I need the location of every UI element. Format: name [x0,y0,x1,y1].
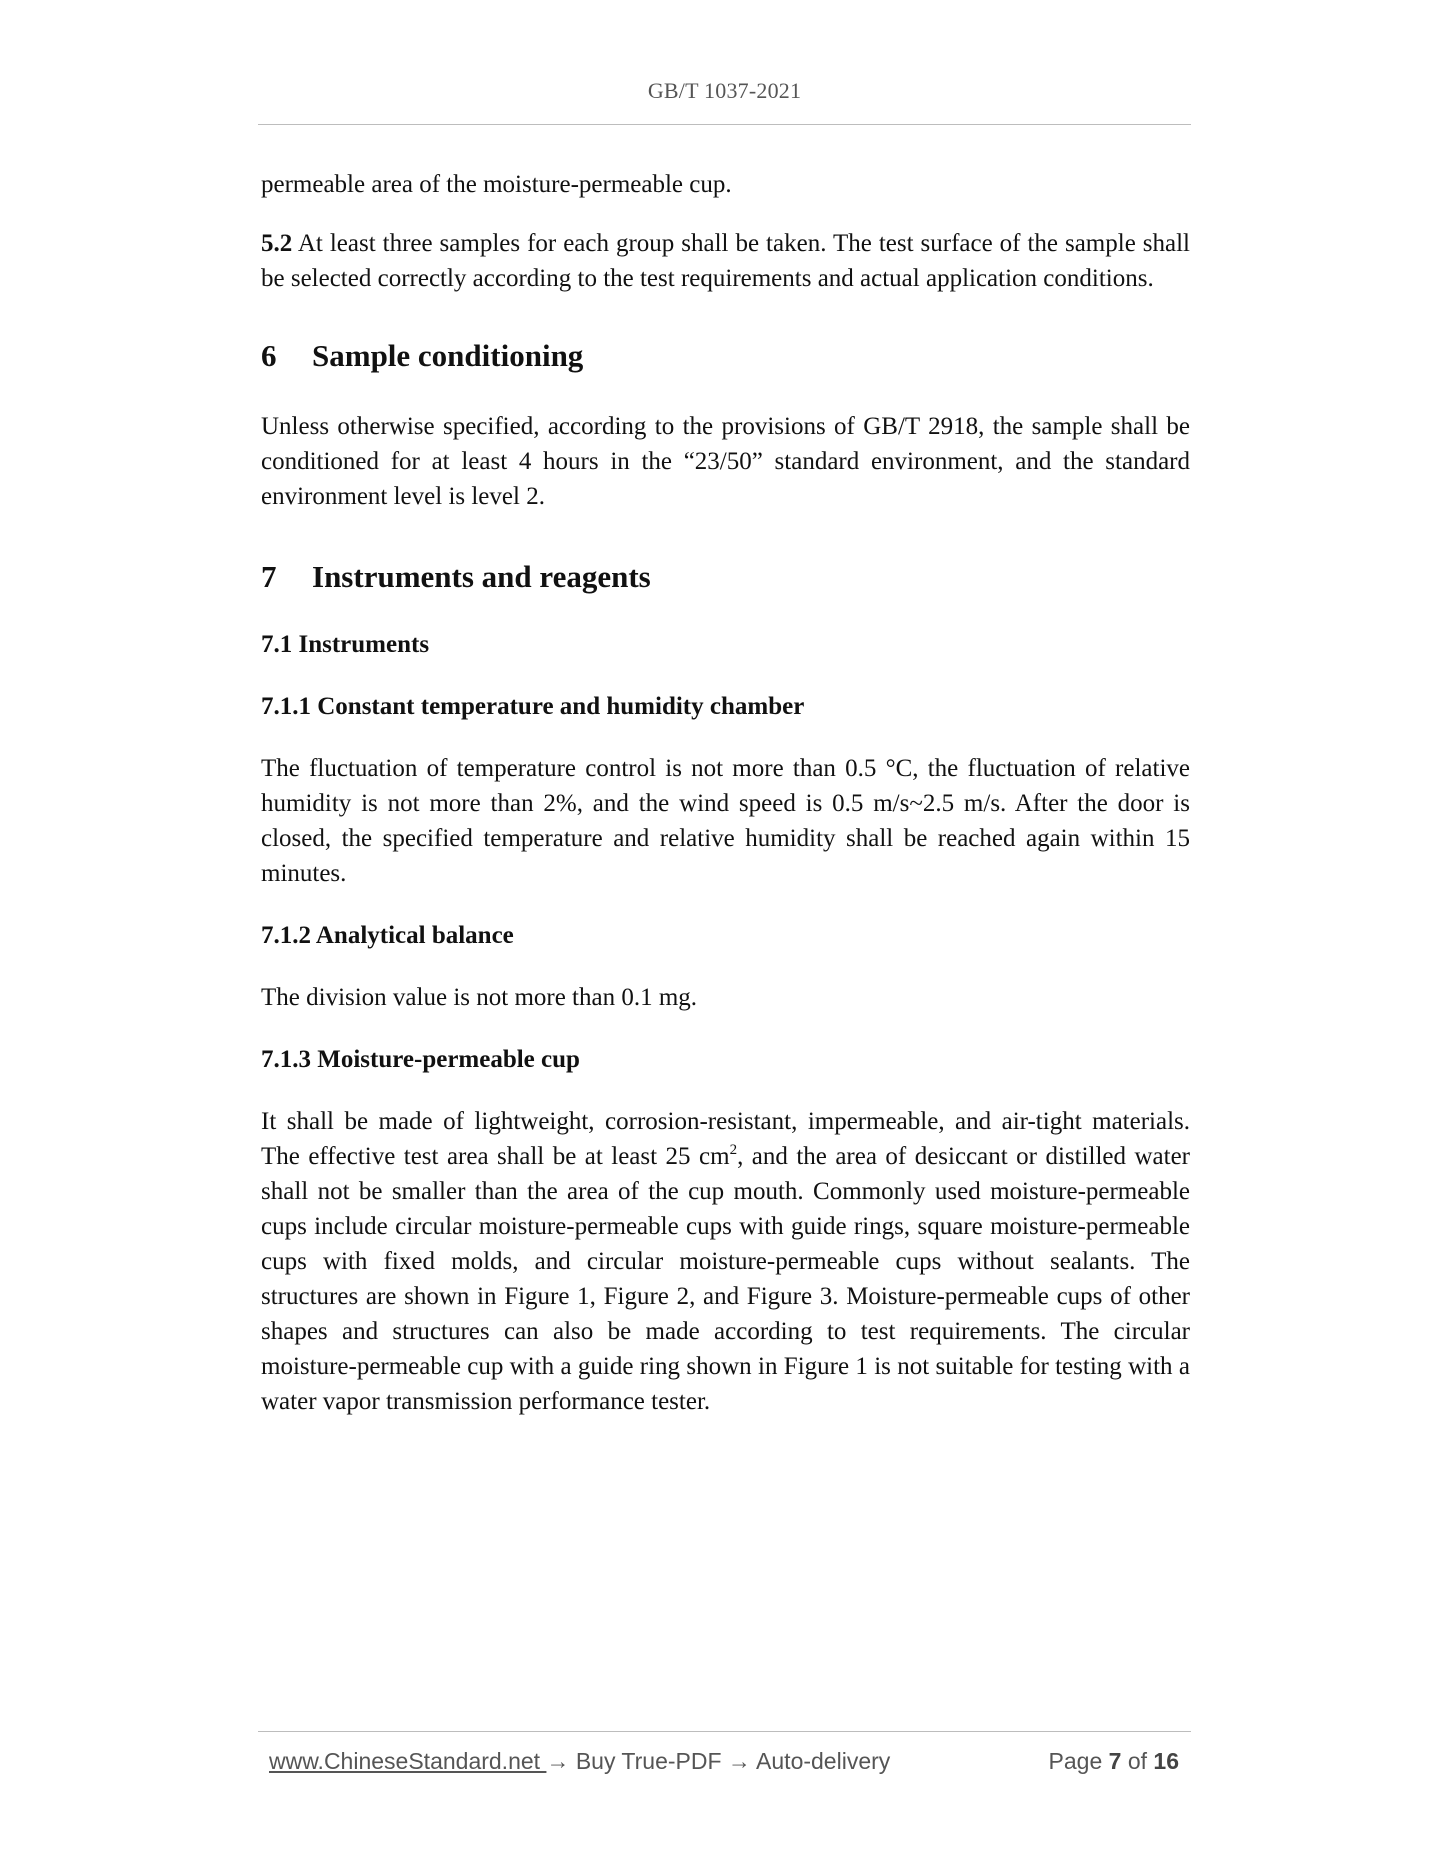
subsection-heading-7-1-1: 7.1.1 Constant temperature and humidity chamber [261,693,805,720]
section-heading-7 [261,557,1190,597]
clause-number: 5.2 [261,230,293,257]
website-link[interactable]: www.ChineseStandard.net [269,1748,547,1774]
section-title: Instruments and reagents [312,559,651,594]
paragraph-sample-conditioning: Unless otherwise specified, according to the provisions of GB/T 2918, the sample shall be conditioned for at least 4 hours in the “23/50” standard environment, and the standard environment level is level 2. [261,413,1190,510]
header-rule [258,124,1191,125]
page-of: of [1121,1748,1154,1774]
page-label: Page [1048,1748,1109,1774]
section-title: Sample conditioning [312,338,584,373]
page-current: 7 [1108,1748,1122,1774]
cup-text-part1: It shall be made of lightweight, corrosion-resistant, impermeable, and air-tight materials. The effective test area shall be at least 25 cm [261,1108,1190,1170]
superscript: 2 [729,1142,738,1158]
section-heading-6 [261,336,1190,376]
paragraph-5-2 [261,226,1190,296]
paragraph-chamber: The fluctuation of temperature control is not more than 0.5 °C, the fluctuation of relative humidity is not more than 2%, and the wind speed is 0.5 m/s~2.5 m/s. After the door is closed, the specified temperature and relative humidity shall be reached again within 15 minutes. [261,755,1190,887]
subsection-heading-7-1-2: 7.1.2 Analytical balance [261,922,514,949]
page-footer [269,1748,1191,1782]
page-total: 16 [1153,1748,1179,1774]
paragraph-balance: The division value is not more than 0.1 mg. [261,984,698,1011]
page-header: GB/T 1037-2021 [647,78,802,103]
footer-rule [258,1731,1191,1732]
paragraph-cup [261,1104,1190,1419]
page-number [1049,1748,1179,1775]
paragraph-continuation: permeable area of the moisture-permeable cup. [261,171,732,198]
clause-text: At least three samples for each group shall be taken. The test surface of the sample shall be selected correctly according to the test requirements and actual application conditions. [261,230,1190,292]
section-number: 7 [261,559,277,594]
page-content [261,167,1190,1419]
footer-left [269,1748,890,1775]
subsection-heading-7-1: 7.1 Instruments [261,631,430,658]
section-number: 6 [261,338,277,373]
cup-text-part2: , and the area of desiccant or distilled water shall not be smaller than the area of the cup mouth. Commonly used moisture-permeable cups include circular moisture-permeable cups with guide rings, square moisture-permeable cups with fixed molds, and circular moisture-permeable cups without sealants. The structures are shown in Figure 1, Figure 2, and Figure 3. Moisture-permeable cups of other shapes and structures can also be made according to test requirements. The circular moisture-permeable cup with a guide ring shown in Figure 1 is not suitable for testing with a water vapor transmission performance tester. [261,1143,1190,1415]
footer-promo: → Buy True-PDF → Auto-delivery [546,1748,891,1774]
subsection-heading-7-1-3: 7.1.3 Moisture-permeable cup [261,1046,580,1073]
